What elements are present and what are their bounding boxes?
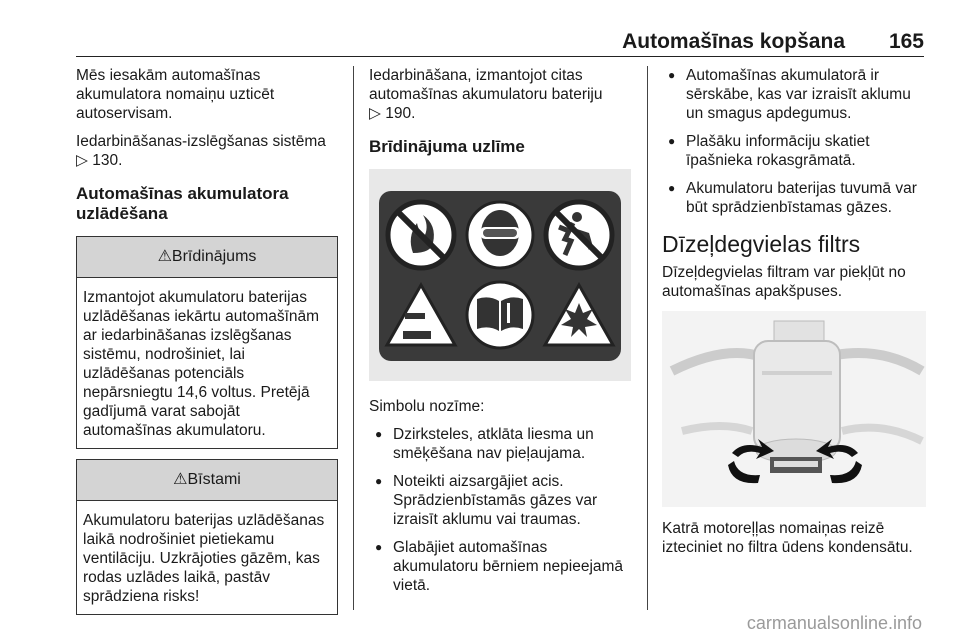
page-number: 165: [888, 30, 924, 53]
jump-start-text: Iedarbināšana, izmantojot citas automašīnas akumulatoru bateriju: [369, 67, 603, 103]
danger-box: [76, 459, 338, 615]
start-stop-page-ref[interactable]: 130.: [92, 152, 123, 169]
manual-book-icon: [467, 282, 533, 348]
page-ref-arrow-icon: ▷: [76, 152, 88, 169]
page-ref-arrow-icon: ▷: [369, 105, 381, 122]
paragraph-filter-access: Dīzeļdegvielas filtram var piekļūt no automašīnas apakšpuses.: [662, 264, 906, 300]
diesel-filter-heading: Dīzeļdegvielas filtrs: [662, 231, 861, 257]
list-item: ● Dzirksteles, atklāta liesma un smēķēšana nav pieļaujama.: [369, 425, 631, 463]
diesel-filter-illustration-icon: [662, 311, 926, 507]
column-3: [662, 66, 926, 566]
paragraph-jump-start-ref: [369, 66, 631, 123]
warning-label-heading: Brīdinājuma uzlīme: [369, 137, 525, 156]
column-1: [76, 66, 338, 625]
list-item: ● Glabājiet automašīnas akumulatoru bērniem nepieejamā vietā.: [369, 538, 631, 595]
danger-box-body: Akumulatoru baterijas uzlādēšanas laikā nodrošiniet pietiekamu ventilāciju. Uzkrājoties gāzēm, kas rodas uzlādes laikā, pastāv sprādziena risks!: [83, 512, 325, 605]
battery-charging-heading: Automašīnas akumulatora uzlādēšana: [76, 184, 289, 223]
column-divider-2: [647, 66, 648, 610]
battery-warning-label-image: [369, 169, 631, 381]
list-item: ● Automašīnas akumulatorā ir sērskābe, kas var izraisīt aklumu un smagus apdegumus.: [662, 66, 926, 123]
warning-box-title: Brīdinājums: [171, 248, 257, 265]
watermark: carmanualsonline.info: [746, 613, 922, 633]
no-fire-icon: [388, 202, 454, 268]
paragraph-battery-replacement: Mēs iesakām automašīnas akumulatora nomaiņu uzticēt autoservisam.: [76, 67, 275, 122]
keep-children-away-icon: [546, 202, 612, 268]
paragraph-start-stop-ref: [76, 132, 338, 170]
start-stop-text: Iedarbināšanas-izslēgšanas sistēma: [76, 133, 326, 150]
warning-box-body: Izmantojot akumulatoru baterijas uzlādēšanas iekārtu automašīnām ar iedarbināšanas izslēgšanas sistēmu, nodrošiniet, lai uzlādēšanas potenciāls nepārsniegtu 14,6 voltus. Pretējā gadījumā varat sabojāt automašīnas akumulatoru.: [83, 289, 320, 439]
list-item: ● Noteikti aizsargājiet acis. Sprādzienbīstamās gāzes var izraisīt aklumu vai traumas.: [369, 472, 631, 529]
warning-box: [76, 236, 338, 449]
symbols-intro: Simbolu nozīme:: [369, 398, 485, 415]
eye-protection-icon: [467, 202, 533, 268]
column-divider-1: [353, 66, 354, 610]
danger-triangle-icon: ⚠: [173, 471, 188, 488]
symbols-list: [369, 425, 631, 595]
column-2: [369, 66, 631, 604]
page-header-title: Automašīnas kopšana: [622, 30, 845, 53]
paragraph-drain-condensate: Katrā motoreļļas nomaiņas reizē izteciniet no filtra ūdens kondensātu.: [662, 520, 913, 556]
header-rule: [76, 56, 924, 57]
warning-triangle-icon: ⚠: [157, 248, 172, 265]
jump-start-page-ref[interactable]: 190.: [385, 105, 416, 122]
diesel-filter-image: [662, 311, 926, 507]
danger-box-header: [77, 460, 337, 501]
list-item: ● Plašāku informāciju skatiet īpašnieka rokasgrāmatā.: [662, 132, 926, 170]
list-item: ● Akumulatoru baterijas tuvumā var būt sprādzienbīstamas gāzes.: [662, 179, 926, 217]
danger-box-title: Bīstami: [187, 471, 241, 488]
symbols-list-continued: [662, 66, 926, 217]
warning-box-header: [77, 237, 337, 278]
battery-warning-label-icon: [379, 191, 621, 361]
